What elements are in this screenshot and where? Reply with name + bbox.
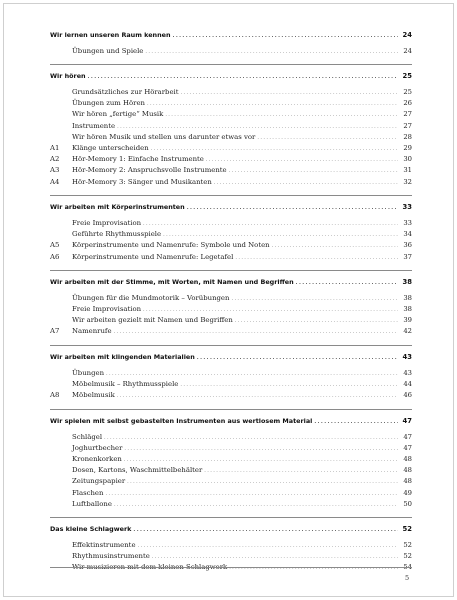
toc-entry xyxy=(50,143,412,154)
toc-entry xyxy=(50,109,412,120)
toc-entry-page: 27 xyxy=(403,110,412,119)
toc-entry xyxy=(50,87,412,98)
toc-entry-page: 48 xyxy=(403,477,412,486)
toc-heading-title: Das kleine Schlagwerk xyxy=(50,525,132,534)
toc-entry xyxy=(50,454,412,465)
toc-entry-title: Namenrufe xyxy=(72,327,112,336)
section-divider xyxy=(50,345,412,346)
toc-leader-dots xyxy=(173,31,398,42)
toc-entry xyxy=(50,315,412,326)
toc-entry-page: 44 xyxy=(403,380,412,388)
toc-entry xyxy=(50,465,412,476)
toc-leader-dots xyxy=(117,391,398,402)
toc-entry-page: 54 xyxy=(403,563,412,572)
toc-entry-page: 49 xyxy=(403,488,412,497)
toc-entry-page: 33 xyxy=(403,218,412,227)
toc-heading-page: 47 xyxy=(402,416,412,425)
toc-entry xyxy=(50,46,412,57)
toc-entry-page: 25 xyxy=(403,88,412,97)
toc-section-heading xyxy=(50,277,412,288)
toc-section-heading xyxy=(50,71,412,82)
toc-entry-page: 47 xyxy=(403,432,412,441)
toc-entry-prefix: A2 xyxy=(50,155,60,164)
toc-entry-title: Möbelmusik – Rhythmusspiele xyxy=(72,380,179,388)
toc-entry-page: 52 xyxy=(403,541,412,550)
toc-section xyxy=(50,277,412,337)
toc-entry xyxy=(50,326,412,337)
toc-entry-prefix: A8 xyxy=(50,391,60,400)
toc-entry-prefix: A4 xyxy=(50,177,60,186)
toc-section-heading xyxy=(50,416,412,427)
toc-heading-title: Wir hören xyxy=(50,72,86,81)
toc-entry-title: Freie Improvisation xyxy=(72,305,142,314)
toc-section xyxy=(50,30,412,57)
toc-entry-page: 48 xyxy=(403,454,412,463)
section-divider xyxy=(50,409,412,410)
toc-entry-title: Wir hören „fertige“ Musik xyxy=(72,110,164,119)
toc-entry-page: 27 xyxy=(403,121,412,130)
toc-entry-page: 50 xyxy=(403,499,412,508)
toc-entry-page: 34 xyxy=(403,230,412,239)
toc-entry-prefix: A5 xyxy=(50,241,60,250)
toc-section-heading xyxy=(50,524,412,535)
toc-entry-page: 32 xyxy=(403,177,412,186)
toc-leader-dots xyxy=(229,563,398,574)
toc-section xyxy=(50,71,412,187)
toc-entry xyxy=(50,551,412,562)
toc-section xyxy=(50,416,412,510)
toc-entry-page: 26 xyxy=(403,99,412,108)
toc-entry xyxy=(50,488,412,499)
toc-heading-page: 25 xyxy=(402,72,412,81)
toc-entry-page: 36 xyxy=(403,241,412,250)
toc-heading-page: 33 xyxy=(402,203,412,212)
toc-entry xyxy=(50,379,412,390)
section-divider xyxy=(50,517,412,518)
toc-heading-page: 52 xyxy=(402,525,412,534)
toc-entry xyxy=(50,98,412,109)
toc-leader-dots xyxy=(114,500,398,511)
toc-leader-dots xyxy=(314,417,398,428)
toc-entry-page: 31 xyxy=(403,166,412,175)
toc-entry-title: Luftballone xyxy=(72,499,112,508)
toc-entry xyxy=(50,177,412,188)
toc-entry-title: Effektinstrumente xyxy=(72,541,136,550)
toc-entry-title: Kronenkorken xyxy=(72,454,122,463)
toc-heading-page: 43 xyxy=(402,353,412,362)
toc-entry xyxy=(50,432,412,443)
toc-entry-page: 39 xyxy=(403,316,412,325)
toc-entry-title: Freie Improvisation xyxy=(72,218,142,227)
toc-leader-dots xyxy=(114,327,398,338)
toc-entry xyxy=(50,368,412,379)
toc-leader-dots xyxy=(88,72,398,83)
toc-entry-title: Wir musizieren mit dem kleinen Schlagwerk xyxy=(72,563,228,572)
toc-entry-title: Übungen zum Hören xyxy=(72,99,145,108)
toc-section xyxy=(50,202,412,262)
toc-entry-title: Joghurtbecher xyxy=(72,443,123,452)
page-number: 5 xyxy=(405,574,410,582)
toc-leader-dots xyxy=(197,353,398,364)
toc-heading-title: Wir arbeiten mit der Stimme, mit Worten, mit Namen und Begriffen xyxy=(50,278,294,287)
toc-heading-title: Wir spielen mit selbst gebastelten Instrumenten aus wertlosem Material xyxy=(50,416,313,425)
toc-entry xyxy=(50,476,412,487)
toc-entry-page: 29 xyxy=(403,144,412,152)
toc-entry-title: Dosen, Kartons, Waschmittelbehälter xyxy=(72,466,203,475)
toc-entry-title: Wir arbeiten gezielt mit Namen und Begriffen xyxy=(72,316,233,325)
toc-section-heading xyxy=(50,352,412,363)
toc-entry-title: Geführte Rhythmusspiele xyxy=(72,230,162,239)
toc-entry xyxy=(50,154,412,165)
toc-heading-title: Wir arbeiten mit klingenden Materialien xyxy=(50,353,195,362)
toc-section-heading xyxy=(50,30,412,41)
toc-section-heading xyxy=(50,202,412,213)
toc-entry-title: Zeitungspapier xyxy=(72,477,126,486)
toc-entry-page: 43 xyxy=(403,368,412,377)
toc-leader-dots xyxy=(133,525,398,536)
toc-entry-page: 46 xyxy=(403,391,412,400)
toc-heading-title: Wir lernen unseren Raum kennen xyxy=(50,31,171,39)
toc-entry-title: Hör-Memory 3: Sänger und Musikanten xyxy=(72,177,212,186)
toc-entry-title: Grundsätzliches zur Hörarbeit xyxy=(72,88,179,97)
table-of-contents xyxy=(50,30,412,574)
toc-entry-title: Flaschen xyxy=(72,488,104,497)
toc-entry-title: Übungen für die Mundmotorik – Vorübungen xyxy=(72,293,230,302)
toc-entry-prefix: A3 xyxy=(50,166,60,175)
toc-entry-title: Körperinstrumente und Namenrufe: Legetafel xyxy=(72,252,234,261)
toc-entry xyxy=(50,229,412,240)
toc-entry-page: 38 xyxy=(403,293,412,302)
toc-entry xyxy=(50,121,412,132)
footer-rule xyxy=(50,567,412,568)
section-divider xyxy=(50,270,412,271)
toc-entry-page: 28 xyxy=(403,132,412,141)
section-divider xyxy=(50,195,412,196)
toc-entry-title: Hör-Memory 1: Einfache Instrumente xyxy=(72,155,204,164)
toc-leader-dots xyxy=(235,253,398,264)
toc-entry xyxy=(50,443,412,454)
toc-entry-prefix: A7 xyxy=(50,327,60,336)
toc-entry-title: Hör-Memory 2: Anspruchsvolle Instrumente xyxy=(72,166,227,175)
toc-entry-title: Instrumente xyxy=(72,121,116,130)
toc-entry xyxy=(50,293,412,304)
toc-entry xyxy=(50,499,412,510)
section-divider xyxy=(50,64,412,65)
toc-section xyxy=(50,352,412,401)
toc-entry-page: 38 xyxy=(403,305,412,314)
toc-entry xyxy=(50,132,412,143)
toc-entry xyxy=(50,304,412,315)
toc-entry-title: Übungen xyxy=(72,368,105,377)
toc-entry-page: 48 xyxy=(403,466,412,475)
toc-entry-title: Möbelmusik xyxy=(72,391,115,400)
toc-entry-title: Klänge unterscheiden xyxy=(72,144,149,152)
toc-entry-page: 52 xyxy=(403,552,412,561)
toc-entry xyxy=(50,240,412,251)
toc-entry xyxy=(50,540,412,551)
toc-entry-page: 42 xyxy=(403,327,412,336)
toc-entry-prefix: A6 xyxy=(50,252,60,261)
toc-entry-page: 30 xyxy=(403,155,412,164)
toc-entry-page: 37 xyxy=(403,252,412,261)
toc-entry-title: Schlägel xyxy=(72,432,103,441)
toc-entry-page: 47 xyxy=(403,443,412,452)
toc-entry-page: 24 xyxy=(403,46,412,55)
toc-heading-title: Wir arbeiten mit Körperinstrumenten xyxy=(50,203,185,212)
toc-entry-title: Übungen und Spiele xyxy=(72,46,144,55)
toc-entry xyxy=(50,562,412,573)
toc-leader-dots xyxy=(187,203,398,214)
toc-entry xyxy=(50,252,412,263)
toc-entry-title: Rhythmusinstrumente xyxy=(72,552,150,561)
toc-heading-page: 38 xyxy=(402,278,412,287)
toc-entry-title: Wir hören Musik und stellen uns darunter etwas vor xyxy=(72,132,256,141)
toc-leader-dots xyxy=(214,178,398,189)
toc-leader-dots xyxy=(145,47,398,58)
toc-entry xyxy=(50,390,412,401)
toc-entry xyxy=(50,218,412,229)
toc-heading-page: 24 xyxy=(402,31,412,39)
toc-entry xyxy=(50,165,412,176)
toc-entry-prefix: A1 xyxy=(50,144,60,152)
toc-entry-title: Körperinstrumente und Namenrufe: Symbole und Noten xyxy=(72,241,270,250)
toc-leader-dots xyxy=(296,278,398,289)
